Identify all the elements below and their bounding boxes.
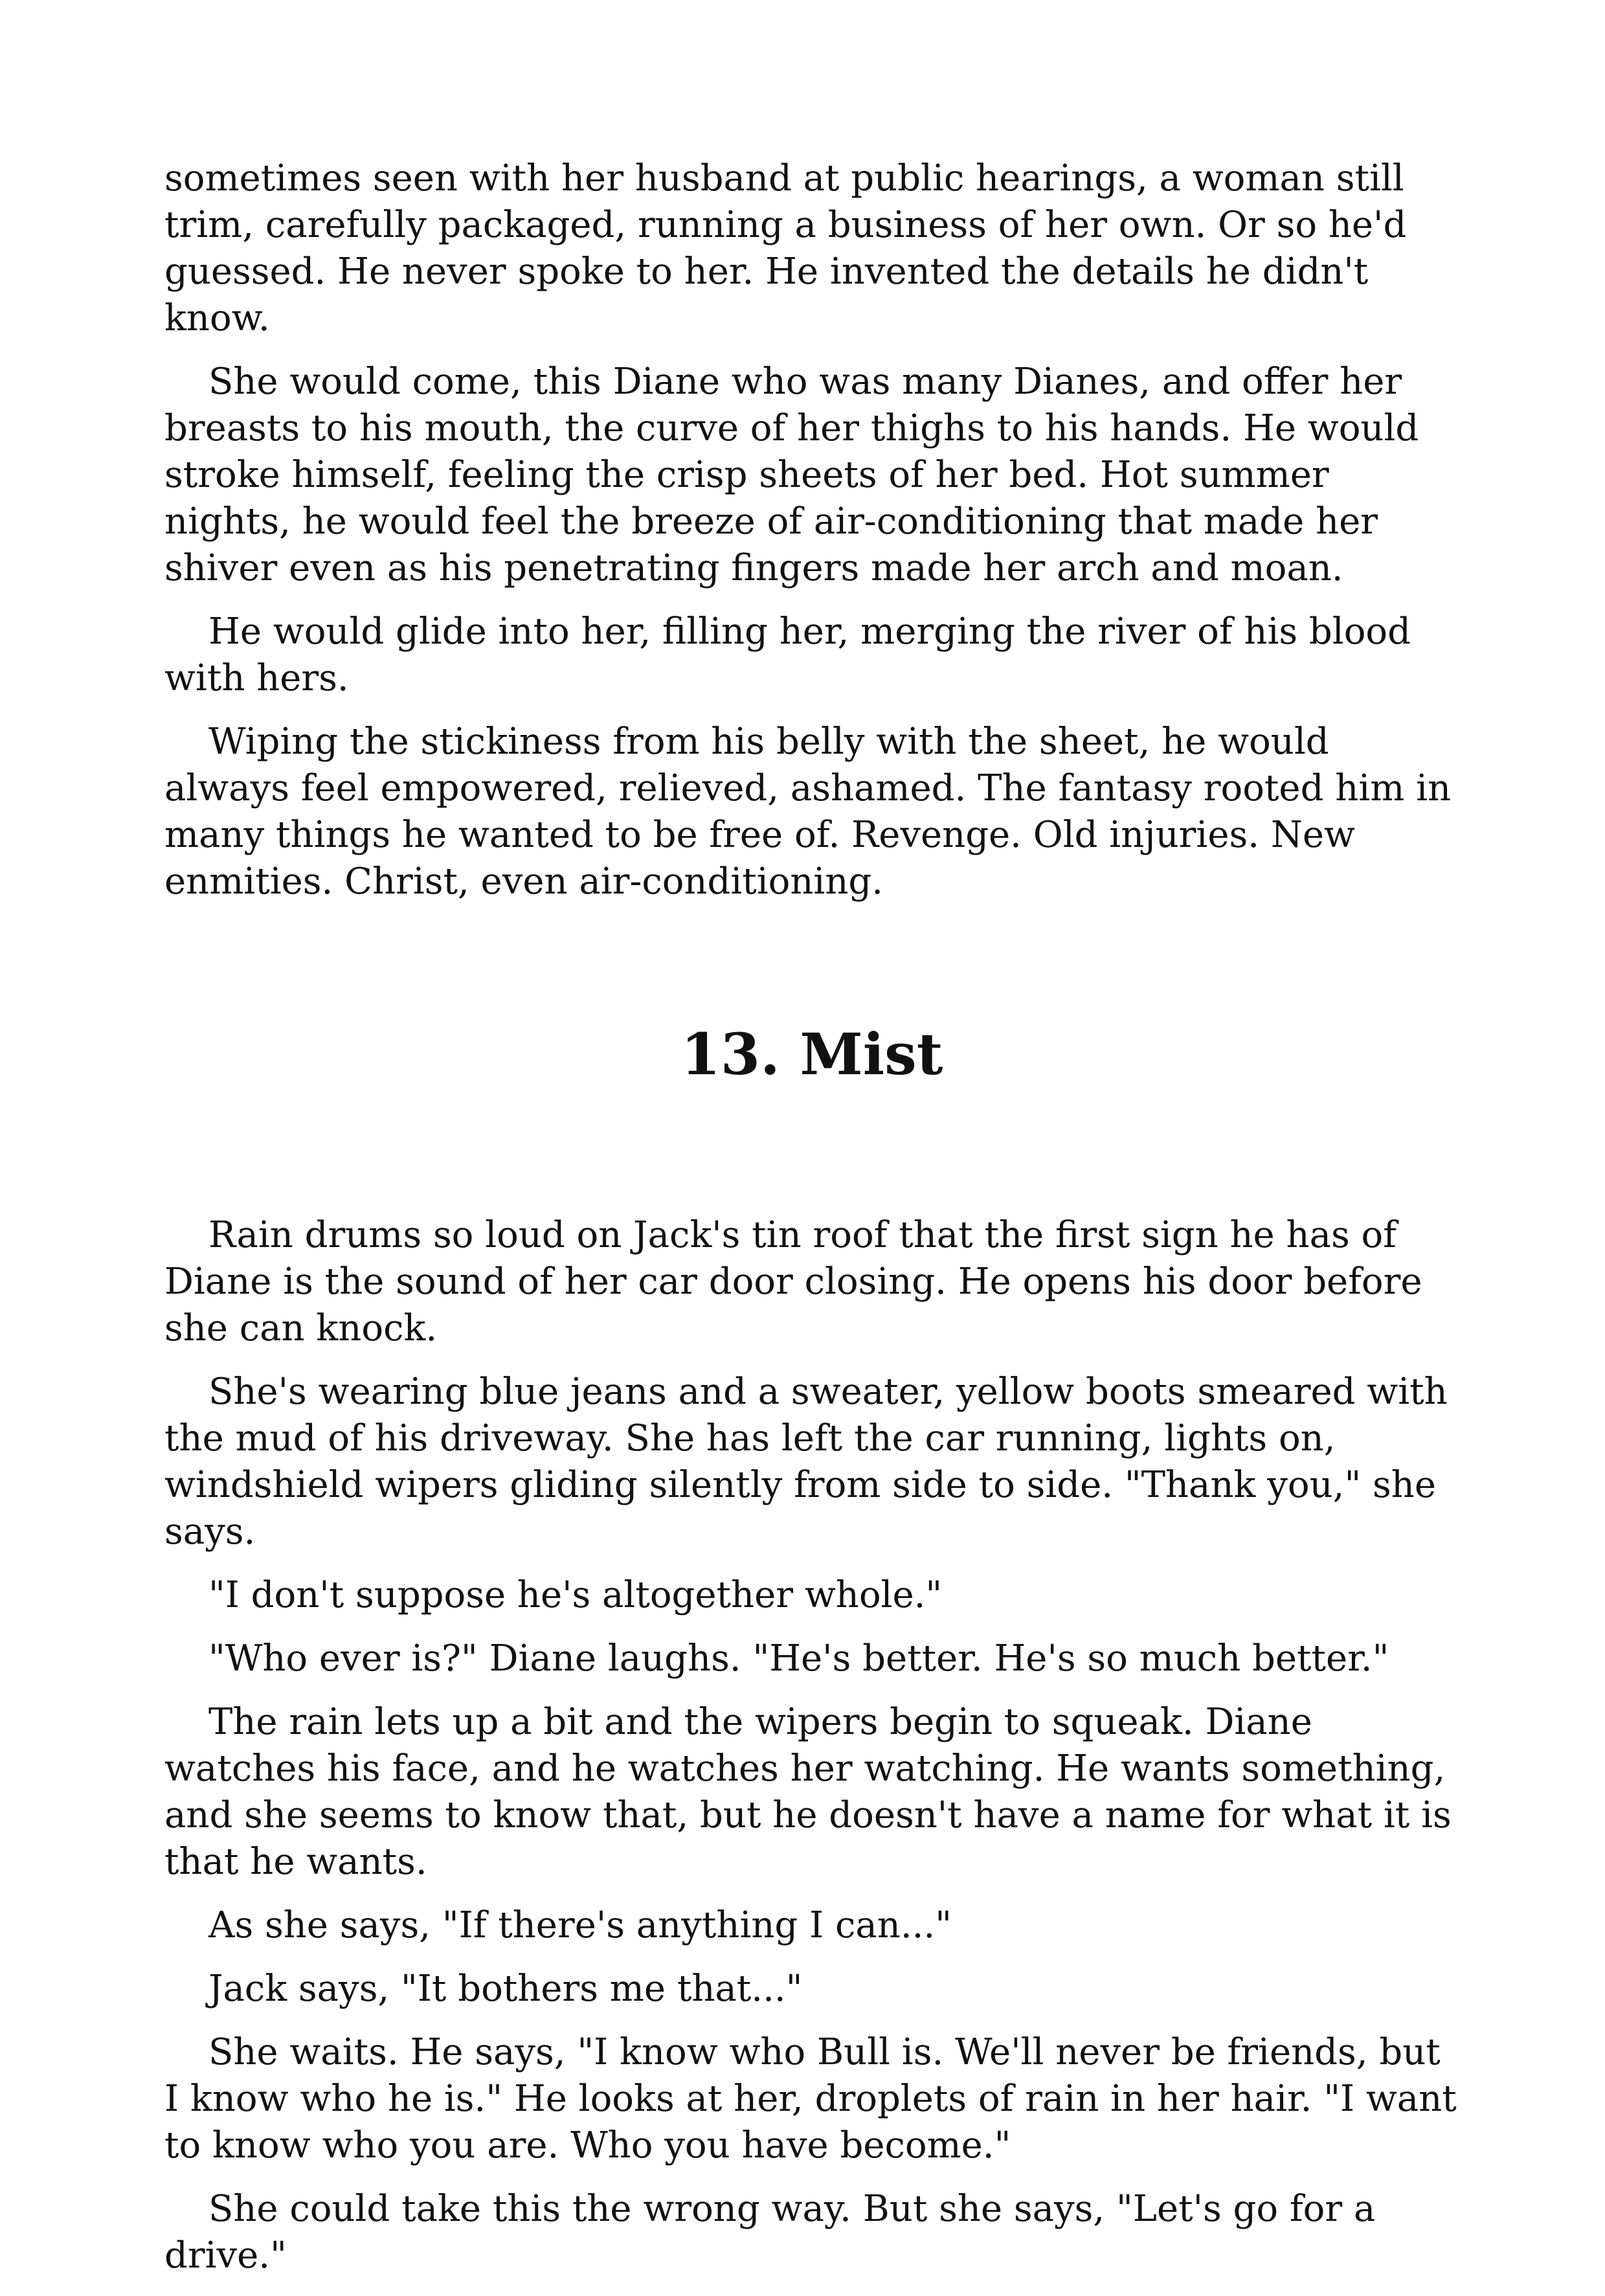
paragraph: Rain drums so loud on Jack's tin roof that the first sign he has of Diane is the sound of her car door closing. He opens his door before she can knock. <box>164 1214 1422 1349</box>
paragraph: She waits. He says, "I know who Bull is. We'll never be friends, but I know who he is." He looks at her, droplets of rain in her hair. "I want to know who you are. Who you have become." <box>164 2031 1457 2167</box>
paragraph: She could take this the wrong way. But she says, "Let's go for a drive." <box>164 2188 1376 2277</box>
paragraph: She would come, this Diane who was many Dianes, and offer her breasts to his mouth, the curve of her thighs to his hands. He would stroke himself, feeling the crisp sheets of her bed. Hot summer nights, he would feel the breeze of air-conditioning that made her shiver even as his penetrating fingers made her arch and moan. <box>164 361 1419 589</box>
paragraph: The rain lets up a bit and the wipers begin to squeak. Diane watches his face, and he watches her watching. He wants something, and she seems to know that, but he doesn't have a name for what it is that he wants. <box>164 1701 1452 1883</box>
paragraph: Wiping the stickiness from his belly with the sheet, he would always feel empowered, relieved, ashamed. The fantasy rooted him in many things he wanted to be free of. Revenge. Old injuries. New enmities. Christ, even air-conditioning. <box>164 721 1452 903</box>
paragraph: "I don't suppose he's altogether whole." <box>208 1574 943 1616</box>
book-page <box>164 155 1459 2296</box>
paragraph: As she says, "If there's anything I can..." <box>208 1904 952 1946</box>
chapter-title: 13. Mist <box>680 1020 943 1088</box>
paragraph: He would glide into her, filling her, merging the river of his blood with hers. <box>164 611 1411 699</box>
paragraph: Jack says, "It bothers me that..." <box>208 1968 803 2010</box>
paragraph: "Who ever is?" Diane laughs. "He's better. He's so much better." <box>208 1638 1389 1680</box>
paragraph: She's wearing blue jeans and a sweater, yellow boots smeared with the mud of his driveway. She has left the car running, lights on, windshield wipers gliding silently from side to side. "Thank you," she says. <box>164 1371 1448 1553</box>
paragraph: sometimes seen with her husband at public hearings, a woman still trim, carefully packaged, running a business of her own. Or so he'd guessed. He never spoke to her. He invented the details he didn't know. <box>164 157 1407 339</box>
